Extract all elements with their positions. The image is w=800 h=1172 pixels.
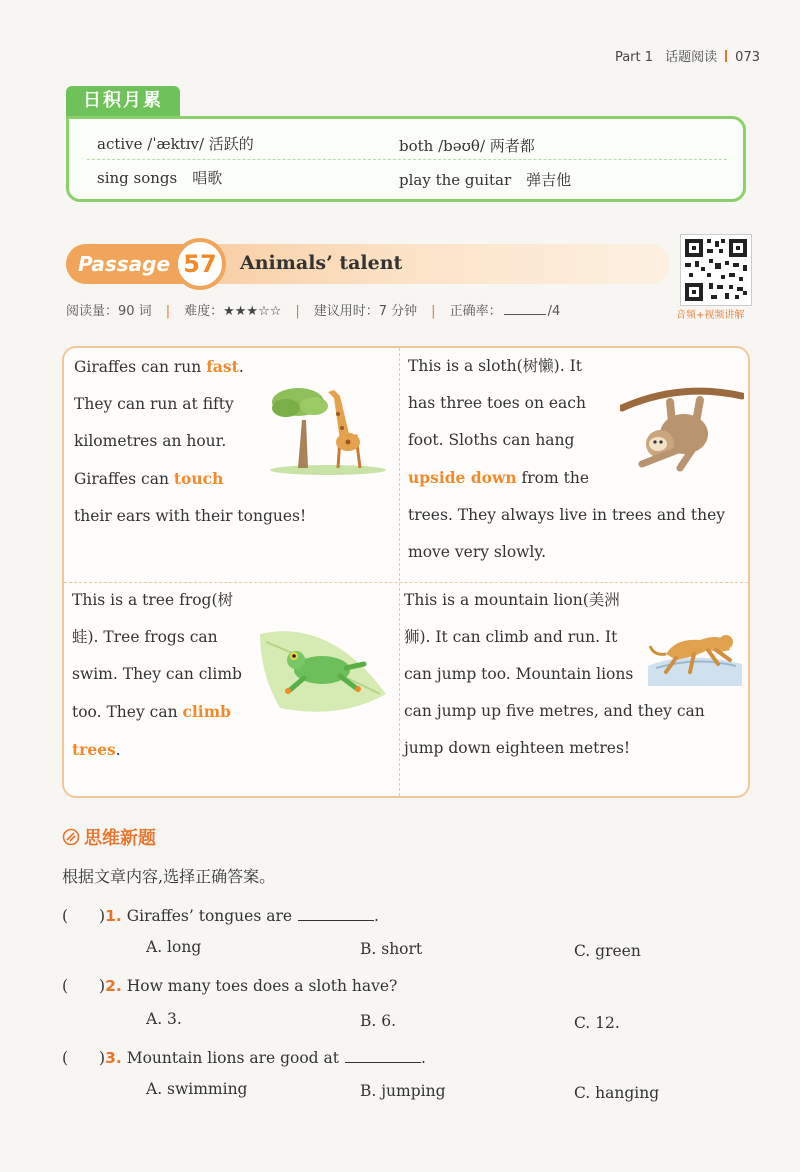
suggested-time: 建议用时：7 分钟 xyxy=(313,304,418,319)
frog-text: This is a tree frog(树 蛙). Tree frogs can swim. They can climb too. They can climb trees. xyxy=(72,591,242,759)
word-count: 阅读量：90 词 xyxy=(66,304,152,319)
section-label: 话题阅读 xyxy=(665,50,718,65)
difficulty-stars xyxy=(223,304,281,319)
answer-parens[interactable]: ( ) xyxy=(62,907,106,925)
star-empty-icon: ☆ xyxy=(258,304,270,319)
option-a[interactable]: A. swimming xyxy=(146,1080,248,1098)
answer-parens[interactable]: ( ) xyxy=(62,977,106,995)
vocab-box xyxy=(66,116,746,202)
mountain-lion-text: This is a mountain lion(美洲 狮). It can climb and run. It can jump too. Mountain lions can jump up five metres, and they can jump down eighteen metres! xyxy=(404,591,705,757)
accuracy-total: /4 xyxy=(547,304,561,319)
giraffe-tree-illustration xyxy=(268,380,388,476)
page-number: 073 xyxy=(735,50,760,65)
option-a[interactable]: A. long xyxy=(146,938,202,956)
question-2 xyxy=(62,974,397,996)
header-divider xyxy=(725,50,727,62)
question-number: 1. xyxy=(105,907,122,925)
giraffe-text: Giraffes can run fast. They can run at fifty kilometres an hour. Giraffes can touch their ears with their tongues! xyxy=(74,357,307,525)
answer-parens[interactable]: ( ) xyxy=(62,1049,106,1067)
sloth-illustration xyxy=(620,378,744,472)
answer-blank[interactable] xyxy=(298,920,374,921)
question-number: 3. xyxy=(105,1049,122,1067)
vocab-item: play the guitar 弹吉他 xyxy=(399,171,572,189)
passage-title: Animals’ talent xyxy=(240,252,403,274)
option-c[interactable]: C. hanging xyxy=(574,1084,660,1102)
option-c[interactable]: C. 12. xyxy=(574,1014,620,1032)
star-empty-icon: ☆ xyxy=(269,304,282,319)
vocab-item: sing songs 唱歌 xyxy=(97,169,223,187)
brain-icon xyxy=(62,828,80,846)
qr-caption: 音频+视频讲解 xyxy=(676,310,745,321)
option-b[interactable]: B. 6. xyxy=(360,1012,397,1030)
accuracy-blank[interactable] xyxy=(504,314,546,315)
passage-label: Passage xyxy=(66,244,182,284)
question-1: ( )1. Giraffes’ tongues are . xyxy=(62,907,379,925)
star-filled-icon: ★ xyxy=(246,304,259,319)
vocab-divider xyxy=(87,159,727,160)
passage-meta: 阅读量：90 词 | 难度：★★★☆☆ | 建议用时：7 分钟 | 正确率： /4 xyxy=(66,304,561,319)
option-b[interactable]: B. short xyxy=(360,940,423,958)
option-a[interactable]: A. 3. xyxy=(146,1010,182,1028)
accuracy-label: 正确率： xyxy=(449,304,502,319)
answer-blank[interactable] xyxy=(345,1062,421,1063)
sloth-text: This is a sloth(树懒). It has three toes on each foot. Sloths can hang upside down from the trees. They always live in trees and they move very slowly. xyxy=(408,357,726,561)
star-filled-icon: ★ xyxy=(234,304,247,319)
mountain-lion-illustration xyxy=(646,620,744,688)
question-text: Mountain lions are good at xyxy=(126,1049,340,1067)
vocab-item: both /bəʊθ/ 两者都 xyxy=(399,137,535,155)
star-filled-icon: ★ xyxy=(223,304,235,319)
option-c[interactable]: C. green xyxy=(574,942,641,960)
part-label: Part 1 xyxy=(614,50,654,65)
question-instruction: 根据文章内容,选择正确答案。 xyxy=(62,867,276,886)
difficulty-label: 难度： xyxy=(184,304,224,319)
question-text: How many toes does a sloth have? xyxy=(126,977,398,995)
passage-number: 57 xyxy=(174,238,226,290)
qr-code-icon[interactable] xyxy=(680,234,752,306)
passage-grid xyxy=(62,346,750,798)
grid-divider xyxy=(399,348,400,796)
option-b[interactable]: B. jumping xyxy=(360,1082,446,1100)
question-text: Giraffes’ tongues are xyxy=(126,907,293,925)
vocab-title: 日积月累 xyxy=(66,86,180,116)
question-number: 2. xyxy=(105,977,122,995)
page-header xyxy=(615,46,760,65)
tree-frog-illustration xyxy=(260,624,390,716)
question-3: ( )3. Mountain lions are good at . xyxy=(62,1049,426,1067)
thinking-section-title: 思维新题 xyxy=(62,824,156,850)
vocab-item: active /ˈæktɪv/ 活跃的 xyxy=(97,135,254,153)
